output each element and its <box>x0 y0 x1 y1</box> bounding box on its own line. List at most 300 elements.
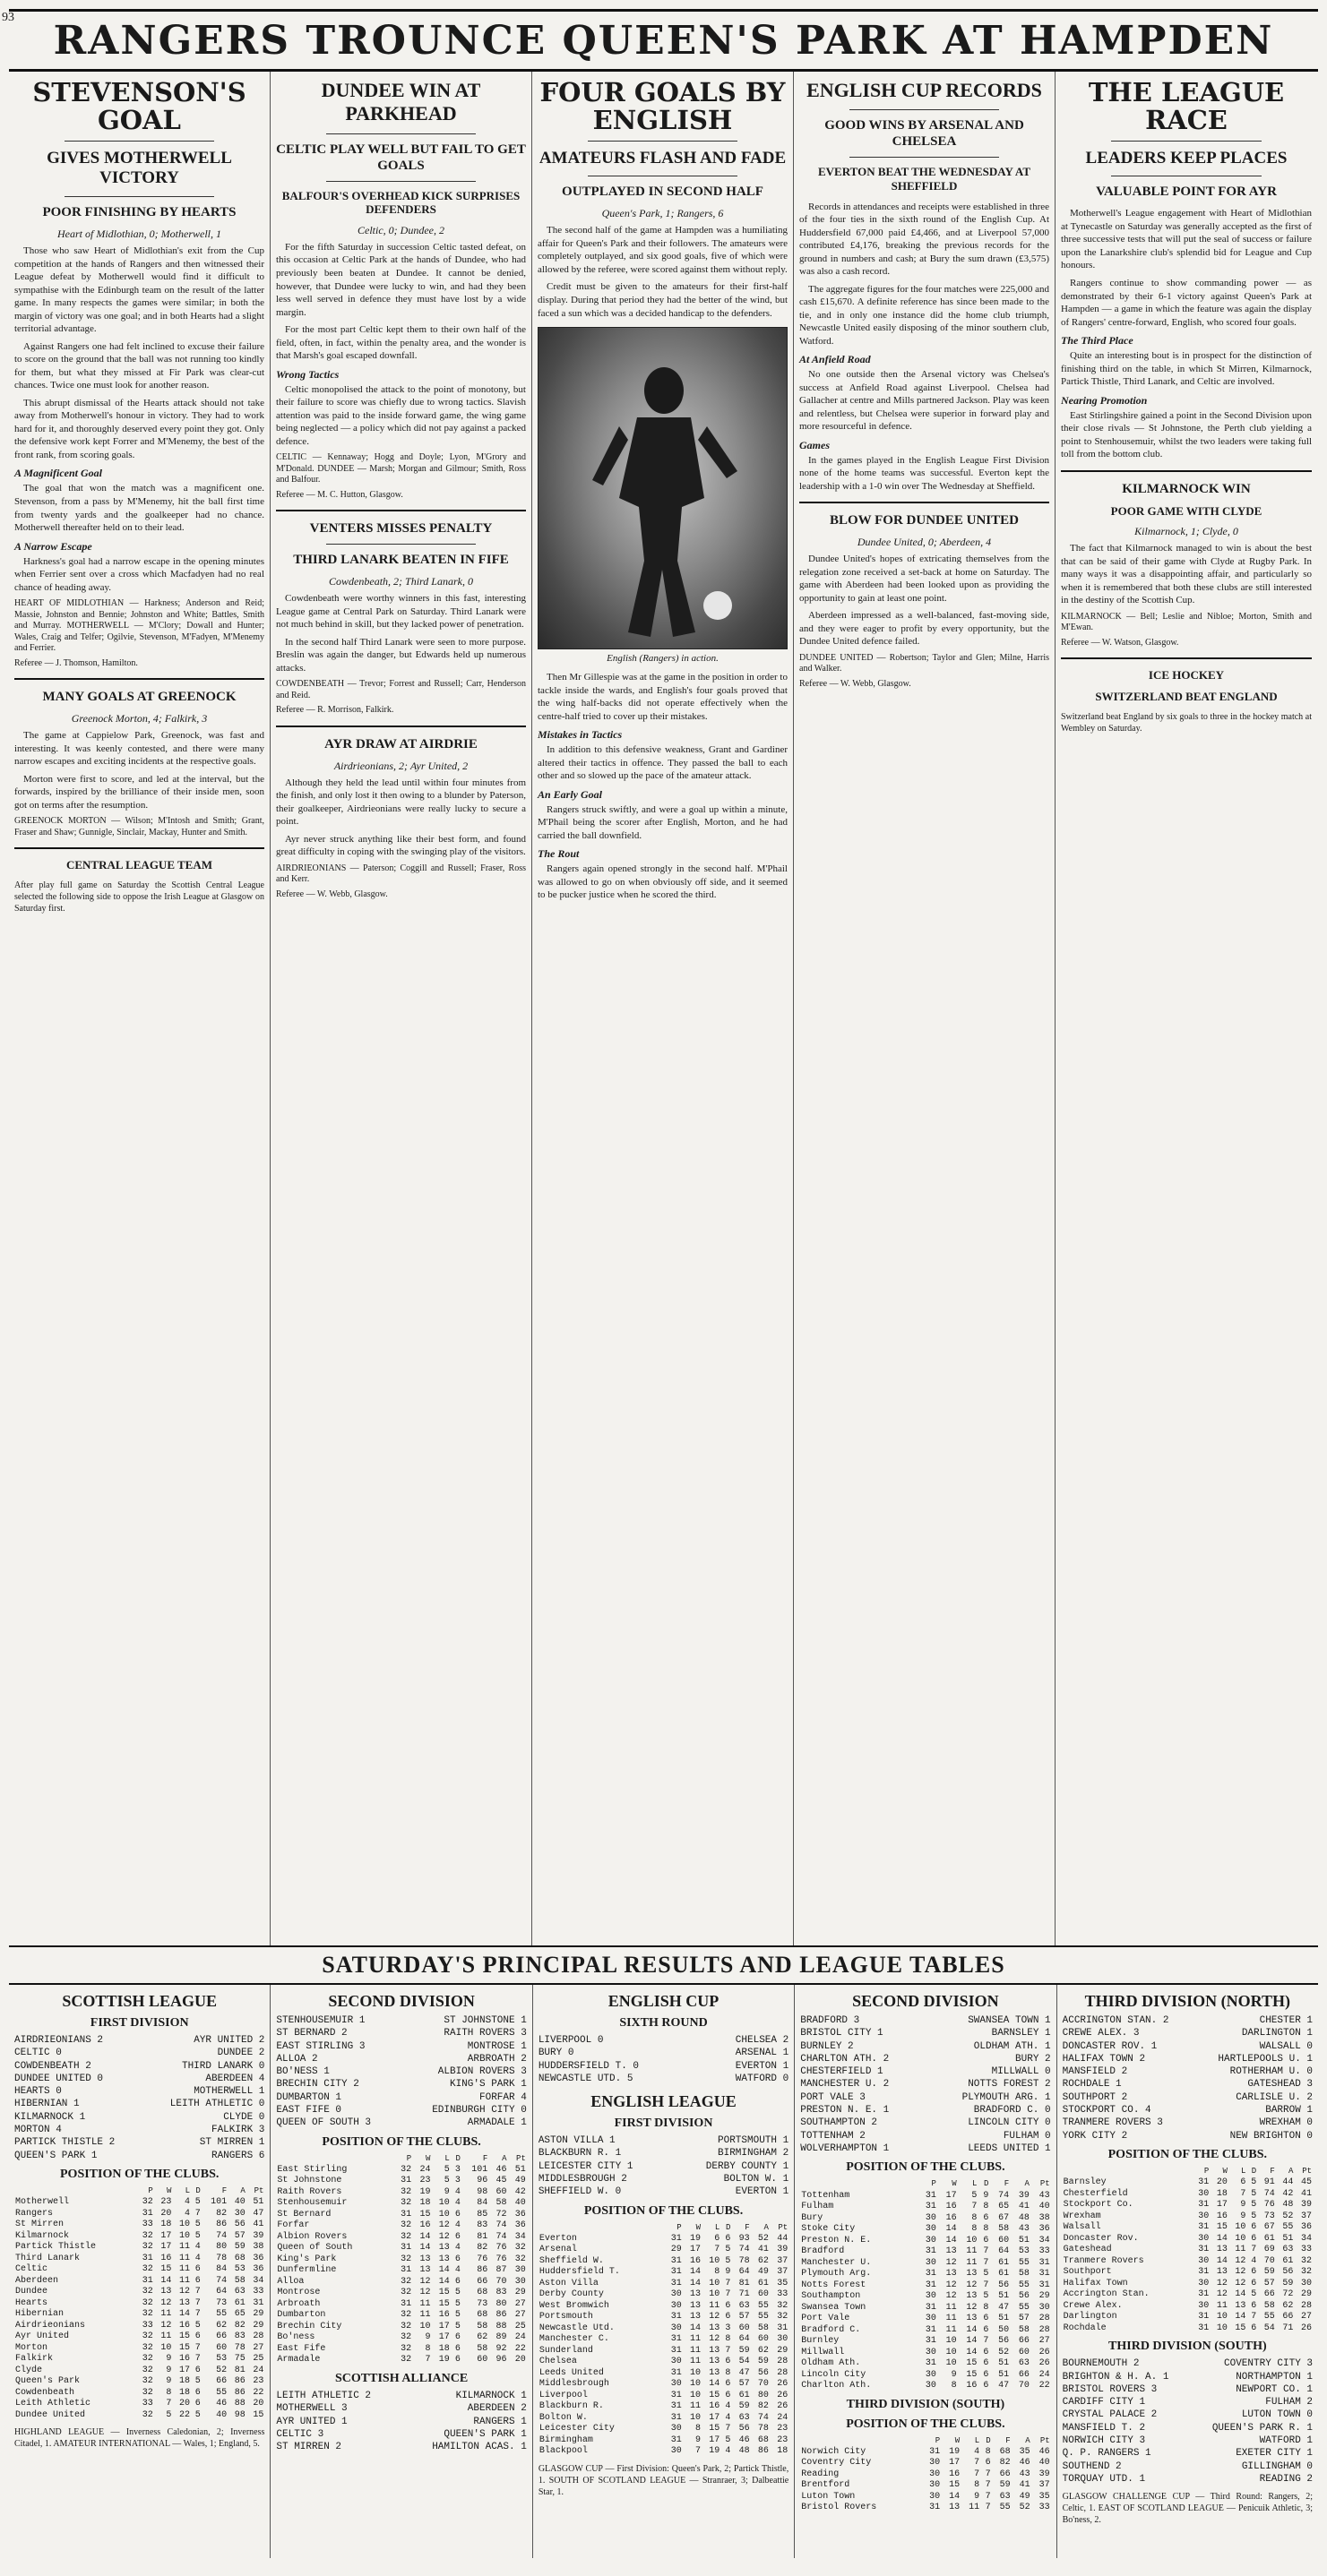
table-cell: 26 <box>1038 2347 1050 2357</box>
table-cell: 56 <box>1018 2291 1030 2302</box>
table-cell: 55 <box>1282 2222 1294 2233</box>
table-cell: 6 <box>725 2300 731 2311</box>
results-list <box>276 2390 526 2453</box>
column-header: L <box>444 2153 450 2163</box>
table-cell: 27 <box>253 2342 264 2353</box>
table-cell: 32 <box>142 2354 153 2365</box>
league-table <box>1063 2166 1313 2334</box>
table-cell: 8 <box>166 2387 172 2398</box>
result-home: STOCKPORT CO. 4 <box>1062 2105 1151 2117</box>
table-cell: 70 <box>757 2379 769 2390</box>
table-row <box>539 2391 788 2402</box>
result-home: ASTON VILLA 1 <box>538 2135 616 2147</box>
paragraph: Harkness's goal had a narrow escape in the opening minutes when Ferrier sent over a cross which Macfadyen had no real chance of heading away. <box>14 555 264 593</box>
column-header <box>1063 2166 1192 2177</box>
table-cell: 51 <box>998 2314 1010 2324</box>
table-cell: 32 <box>401 2332 412 2343</box>
table-row <box>276 2310 526 2322</box>
table-cell: 29 <box>253 2320 264 2331</box>
result-row <box>276 2078 526 2091</box>
result-away: CLYDE 0 <box>223 2111 265 2123</box>
table-cell: 3 <box>454 2164 461 2175</box>
table-cell: 5 <box>454 2288 461 2298</box>
table-cell: 15 <box>253 2409 264 2420</box>
club-name: Charlton Ath. <box>801 2381 872 2391</box>
results-section <box>9 1985 1318 2558</box>
result-away: DERBY COUNTY 1 <box>705 2160 789 2172</box>
paragraph: After play full game on Saturday the Scottish Central League selected the following side to oppose the Irish League at Glasgow on Saturday first. <box>14 880 264 914</box>
result-home: LEICESTER CITY 1 <box>538 2160 633 2172</box>
result-home: BURY 0 <box>538 2048 574 2059</box>
table-cell: 5 <box>983 2291 989 2302</box>
table-cell: 7 <box>425 2355 431 2366</box>
crosshead: At Anfield Road <box>799 353 871 366</box>
table-cell: 45 <box>495 2176 507 2186</box>
result-row <box>1063 2473 1313 2486</box>
table-cell: 31 <box>925 2190 936 2201</box>
table-cell: 32 <box>142 2297 153 2308</box>
table-cell: 76 <box>495 2254 507 2264</box>
table-cell: 12 <box>160 2297 172 2308</box>
paragraph: Quite an interesting bout is in prospect for the distinction of finishing third on the table, in which St Mirren, Kilmarnock, Partick Thistle, Third Lanark, and Celtic are involved. <box>1061 350 1312 388</box>
table-cell: 13 <box>945 2246 957 2257</box>
table-cell: 8 <box>425 2343 431 2354</box>
table-cell: 81 <box>234 2365 246 2375</box>
table-cell: 76 <box>495 2243 507 2254</box>
table-cell: 25 <box>253 2354 264 2365</box>
table-row <box>276 2277 526 2288</box>
result-home: QUEEN'S PARK 1 <box>14 2150 98 2161</box>
result-home: DUNDEE UNITED 0 <box>14 2073 104 2084</box>
table-cell: 10 <box>945 2358 957 2369</box>
table-row <box>1063 2289 1313 2301</box>
article-box <box>1061 657 1312 734</box>
table-cell: 6 <box>194 2264 201 2275</box>
table-row <box>539 2379 788 2391</box>
paragraph: Ayr never struck anything like their best form, and found great difficulty in coping with the swinging play of the visitors. <box>276 833 526 858</box>
table-row <box>539 2279 788 2290</box>
club-name: Leith Athletic <box>15 2399 91 2409</box>
table-cell: 12 <box>1235 2267 1246 2278</box>
table-cell: 84 <box>477 2198 488 2209</box>
table-row <box>276 2210 526 2221</box>
table-cell: 15 <box>160 2264 172 2275</box>
table-cell: 24 <box>777 2412 788 2423</box>
club-name: St Bernard <box>277 2209 332 2220</box>
table-cell: 31 <box>142 2208 153 2219</box>
table-cell: 30 <box>929 2458 941 2469</box>
result-row <box>800 2040 1050 2053</box>
result-home: CREWE ALEX. 3 <box>1062 2028 1140 2039</box>
club-name: Bury <box>801 2212 823 2223</box>
table-cell: 82 <box>216 2208 228 2219</box>
table-cell: 73 <box>216 2297 228 2308</box>
article-deck: OUTPLAYED IN SECOND HALF <box>562 185 763 200</box>
club-name: Chesterfield <box>1063 2188 1128 2199</box>
club-name: Blackburn R. <box>539 2401 604 2412</box>
club-name: Norwich City <box>801 2446 866 2457</box>
table-row <box>276 2265 526 2277</box>
table-cell: 31 <box>1198 2200 1210 2211</box>
team-lineups: HEART OF MIDLOTHIAN — Harkness; Anderson and Reid; Massie, Johnston and Bennie; Johnston and White; Battles, Smith and Murray. MOTHERWELL — M'Clory; Dowall and Hunter; Wales, Craig and Telfer; Ogilvie, Stevenson, M'Fadyen, M'Menemy and Ferrier. <box>14 598 264 654</box>
table-cell: 13 <box>689 2312 701 2323</box>
table-cell: 48 <box>1018 2212 1030 2223</box>
table-cell: 80 <box>495 2298 507 2309</box>
table-cell: 70 <box>1263 2255 1275 2266</box>
table-cell: 9 <box>725 2267 731 2278</box>
result-row <box>800 2142 1050 2155</box>
table-cell: 14 <box>689 2323 701 2333</box>
club-name: Rangers <box>15 2208 54 2219</box>
column-header: P <box>931 2179 936 2189</box>
column-header: F <box>1270 2166 1275 2176</box>
score-line: Cowdenbeath, 2; Third Lanark, 0 <box>329 575 473 588</box>
article-subheadline: LEADERS KEEP PLACES <box>1085 148 1288 167</box>
table-cell: 46 <box>1038 2446 1050 2457</box>
table-cell: 66 <box>1263 2289 1275 2300</box>
table-cell: 6 <box>725 2233 731 2244</box>
club-name: Chelsea <box>539 2357 577 2367</box>
table-cell: 85 <box>477 2209 488 2220</box>
paragraph: Records in attendances and receipts were established in three of the four ties in the sixth round of the English Cup. At Huddersfield 67,000 paid £4,466, and at Liverpool 57,000 contributed £4,176, breaking the previous records for the ground in numbers and cash; at Bury the sum drawn (£3,575) was also a cash record. <box>799 201 1049 278</box>
results-list <box>14 2034 264 2162</box>
table-cell: 5 <box>194 2376 201 2387</box>
article-subheadline: GIVES MOTHERWELL VICTORY <box>47 148 232 188</box>
column-header: F <box>1005 2435 1011 2445</box>
table-cell: 46 <box>495 2164 507 2175</box>
table-cell: 6 <box>194 2399 201 2409</box>
result-row <box>800 2104 1050 2117</box>
table-cell: 7 <box>983 2257 989 2268</box>
table-cell: 11 <box>160 2331 172 2342</box>
table-cell: 66 <box>1018 2369 1030 2380</box>
club-name: Leeds United <box>539 2367 604 2378</box>
table-cell: 12 <box>1216 2278 1228 2288</box>
table-cell: 22 <box>1038 2381 1050 2391</box>
table-cell: 52 <box>998 2347 1010 2357</box>
table-cell: 4 <box>454 2265 461 2276</box>
table-cell: 43 <box>1038 2190 1050 2201</box>
table-cell: 8 <box>971 2212 978 2223</box>
result-away: KING'S PARK 1 <box>449 2079 527 2091</box>
club-name: Middlesbrough <box>539 2379 609 2390</box>
table-title: POSITION OF THE CLUBS. <box>322 2134 481 2149</box>
table-cell: 6 <box>1240 2177 1246 2188</box>
result-home: MANSFIELD T. 2 <box>1062 2422 1146 2434</box>
table-cell: 52 <box>757 2233 769 2244</box>
table-row <box>800 2381 1050 2392</box>
table-cell: 31 <box>1038 2257 1050 2268</box>
paragraph: Morton were first to score, and led at the interval, but the forwards, inspired by the brilliance of their inside men, soon got on terms after the resumption. <box>14 773 264 811</box>
table-cell: 63 <box>1282 2245 1294 2255</box>
table-cell: 24 <box>1038 2369 1050 2380</box>
table-cell: 11 <box>966 2257 978 2268</box>
result-row <box>14 2124 264 2136</box>
table-cell: 6 <box>1251 2267 1257 2278</box>
table-cell: 86 <box>757 2446 769 2457</box>
table-cell: 31 <box>777 2323 788 2333</box>
table-cell: 101 <box>211 2197 228 2208</box>
table-cell: 31 <box>1198 2323 1210 2333</box>
result-away: WATFORD 1 <box>1259 2435 1314 2446</box>
table-row <box>800 2280 1050 2292</box>
score-line: Queen's Park, 1; Rangers, 6 <box>601 207 724 220</box>
table-row <box>1063 2189 1313 2201</box>
result-home: MOTHERWELL 3 <box>276 2403 348 2415</box>
paragraph: No one outside then the Arsenal victory was Chelsea's success at Anfield Road against Liverpool. Chelsea had Gallacher at centre and Mills partnered Jackson. Play was keen and relentless, but Chelsea were superior in forward play and more resourceful in defence. <box>799 369 1049 433</box>
table-cell: 31 <box>670 2345 682 2356</box>
table-cell: 47 <box>998 2302 1010 2313</box>
table-row <box>14 2197 264 2209</box>
article-box <box>14 678 264 838</box>
crosshead: Games <box>799 438 830 451</box>
table-cell: 36 <box>253 2253 264 2263</box>
table-cell: 74 <box>216 2275 228 2286</box>
table-row <box>1063 2312 1313 2323</box>
table-cell: 8 <box>983 2224 989 2235</box>
table-row <box>276 2165 526 2177</box>
column-header: F <box>1004 2179 1010 2189</box>
article-deck: EVERTON BEAT THE WEDNESDAY AT SHEFFIELD <box>818 165 1030 193</box>
result-away: GATESHEAD 3 <box>1247 2079 1314 2091</box>
table-row <box>14 2321 264 2332</box>
result-row <box>1063 2422 1313 2434</box>
table-row <box>800 2492 1050 2503</box>
table-cell: 32 <box>401 2220 412 2231</box>
table-cell: 22 <box>514 2343 526 2354</box>
table-cell: 16 <box>945 2202 957 2212</box>
club-name: Manchester U. <box>801 2257 872 2268</box>
table-title: POSITION OF THE CLUBS. <box>846 2160 1005 2175</box>
table-cell: 6 <box>194 2365 201 2375</box>
table-cell: 60 <box>1018 2347 1030 2357</box>
table-header <box>14 2185 264 2197</box>
table-cell: 62 <box>477 2332 488 2343</box>
club-name: Brentford <box>801 2480 850 2491</box>
table-cell: 32 <box>142 2264 153 2275</box>
column-header <box>276 2153 393 2165</box>
paragraph: In the second half Third Lanark were seen to more purpose. Breslin was again the danger, but Edwards held up numerous attacks. <box>276 636 526 674</box>
table-cell: 15 <box>438 2288 450 2298</box>
crosshead: An Early Goal <box>538 787 603 801</box>
table-cell: 75 <box>234 2354 246 2365</box>
table-row <box>800 2314 1050 2325</box>
table-cell: 18 <box>178 2387 190 2398</box>
table-cell: 35 <box>1019 2446 1030 2457</box>
club-name: Halifax Town <box>1063 2278 1128 2288</box>
result-away: ABERDEEN 2 <box>467 2403 527 2415</box>
result-away: LEITH ATHLETIC 0 <box>169 2099 265 2110</box>
club-name: Partick Thistle <box>15 2242 97 2253</box>
table-cell: 50 <box>998 2324 1010 2335</box>
table-cell: 39 <box>1018 2190 1030 2201</box>
result-row <box>276 2416 526 2428</box>
table-row <box>800 2370 1050 2382</box>
table-row <box>800 2246 1050 2258</box>
column-header: D <box>1251 2166 1257 2176</box>
table-cell: 30 <box>670 2446 682 2457</box>
table-cell: 19 <box>709 2446 720 2457</box>
table-cell: 13 <box>438 2254 450 2264</box>
table-cell: 7 <box>166 2399 172 2409</box>
table-cell: 47 <box>253 2208 264 2219</box>
table-cell: 32 <box>401 2288 412 2298</box>
table-cell: 31 <box>1198 2222 1210 2233</box>
results-column <box>795 1985 1056 2558</box>
table-cell: 30 <box>925 2291 936 2302</box>
table-cell: 32 <box>142 2387 153 2398</box>
table-cell: 7 <box>985 2503 991 2513</box>
table-title: POSITION OF THE CLUBS. <box>583 2203 744 2218</box>
result-row <box>539 2173 788 2185</box>
league-table <box>539 2222 788 2458</box>
table-row <box>800 2480 1050 2492</box>
result-row <box>539 2034 788 2047</box>
table-cell: 31 <box>925 2246 936 2257</box>
table-cell: 30 <box>929 2491 941 2502</box>
article-deck: BALFOUR'S OVERHEAD KICK SURPRISES DEFENDERS <box>281 188 521 217</box>
table-cell: 31 <box>925 2202 936 2212</box>
table-cell: 69 <box>1263 2245 1275 2255</box>
table-cell: 18 <box>160 2220 172 2230</box>
column-header <box>539 2222 664 2234</box>
divider <box>65 196 214 197</box>
score-line: Heart of Midlothian, 0; Motherwell, 1 <box>57 228 221 241</box>
club-name: Manchester C. <box>539 2334 609 2345</box>
article-headline: ICE HOCKEY <box>1148 668 1225 683</box>
table-cell: 88 <box>234 2399 246 2409</box>
table-cell: 31 <box>1198 2312 1210 2323</box>
club-name: Aberdeen <box>15 2275 59 2286</box>
table-cell: 22 <box>253 2387 264 2398</box>
table-cell: 56 <box>998 2336 1010 2347</box>
photo-caption: English (Rangers) in action. <box>607 653 719 665</box>
table-cell: 10 <box>438 2198 450 2209</box>
table-cell: 30 <box>925 2212 936 2223</box>
table-cell: 11 <box>689 2345 701 2356</box>
result-away: GILLINGHAM 0 <box>1241 2460 1314 2472</box>
table-cell: 58 <box>234 2275 246 2286</box>
article-headline: THE LEAGUE RACE <box>1088 77 1285 136</box>
club-name: Airdrieonians <box>15 2320 86 2331</box>
club-name: Cowdenbeath <box>15 2387 75 2398</box>
club-name: Darlington <box>1063 2312 1117 2323</box>
result-home: HEARTS 0 <box>14 2086 62 2098</box>
other-results: GLASGOW CHALLENGE CUP — Third Round: Rangers, 2; Celtic, 1. EAST OF SCOTLAND LEAGUE — Penicuik Athletic, 3; Bo'ness, 2. <box>1062 2492 1314 2526</box>
column-header: Pt <box>1302 2166 1313 2176</box>
result-away: EDINBURGH CITY 0 <box>432 2105 527 2117</box>
column-header: Pt <box>1039 2179 1050 2189</box>
table-cell: 10 <box>438 2209 450 2220</box>
result-home: SOUTHAMPTON 2 <box>800 2117 878 2129</box>
table-cell: 32 <box>401 2164 412 2175</box>
table-cell: 11 <box>1235 2245 1246 2255</box>
paragraph: Motherwell's League engagement with Heart of Midlothian at Tynecastle on Saturday was generally accepted as the first of three successive tests that will put the seal of success or failure upon the Lanarkshire club's splendid bid for League and Cup honours. <box>1061 208 1312 271</box>
column-header: P <box>148 2185 153 2195</box>
table-cell: 98 <box>234 2409 246 2420</box>
result-home: CELTIC 0 <box>14 2048 62 2059</box>
club-name: Rochdale <box>1063 2323 1107 2333</box>
table-cell: 32 <box>142 2309 153 2320</box>
result-home: TORQUAY UTD. 1 <box>1062 2473 1146 2485</box>
paragraph: This abrupt dismissal of the Hearts attack should not take away from Motherwell's honour in victory. They had to work hard for it, and thoroughly deserved every point they got. Only the defensive work kept Forrer and M'Menemy, the best of the front rank, from scoring goals. <box>14 397 264 460</box>
table-cell: 6 <box>983 2235 989 2245</box>
paragraph: In the games played in the English League First Division none of the home teams was successful. Everton kept the leadership with a 1-0 win over The Wednesday at Sheffield. <box>799 454 1049 492</box>
table-cell: 7 <box>725 2345 731 2356</box>
column-header: L <box>1241 2166 1246 2176</box>
table-cell: 37 <box>1038 2480 1050 2491</box>
table-cell: 20 <box>253 2399 264 2409</box>
table-cell: 31 <box>670 2278 682 2288</box>
table-cell: 15 <box>178 2331 190 2342</box>
team-lineups: GREENOCK MORTON — Wilson; M'Intosh and Smith; Grant, Fraser and Shaw; Gunnigle, Sinclair, Mackay, Hunter and Smith. <box>14 816 264 837</box>
result-row <box>276 2091 526 2104</box>
table-cell: 12 <box>709 2334 720 2345</box>
table-cell: 12 <box>966 2302 978 2313</box>
table-cell: 8 <box>983 2202 989 2212</box>
table-cell: 5 <box>444 2176 450 2186</box>
table-row <box>276 2254 526 2266</box>
club-name: Millwall <box>801 2347 845 2357</box>
column-header: W <box>952 2179 957 2189</box>
result-away: FALKIRK 3 <box>211 2125 265 2136</box>
result-away: HARTLEPOOLS U. 1 <box>1218 2053 1314 2065</box>
table-cell: 44 <box>777 2233 788 2244</box>
table-cell: 13 <box>178 2297 190 2308</box>
article-headline: STEVENSON'S GOAL <box>32 77 246 136</box>
table-cell: 30 <box>1038 2302 1050 2313</box>
table-cell: 60 <box>216 2342 228 2353</box>
table-cell: 7 <box>725 2278 731 2288</box>
table-cell: 6 <box>454 2276 461 2287</box>
table-cell: 31 <box>670 2233 682 2244</box>
result-home: DONCASTER ROV. 1 <box>1062 2040 1158 2052</box>
table-cell: 38 <box>253 2242 264 2253</box>
table-cell: 66 <box>1018 2336 1030 2347</box>
result-row <box>1063 2104 1313 2117</box>
table-cell: 83 <box>477 2220 488 2231</box>
article-headline: MANY GOALS AT GREENOCK <box>42 690 237 705</box>
club-name: Tottenham <box>801 2190 850 2201</box>
table-cell: 39 <box>253 2230 264 2241</box>
result-away: CHESTER 1 <box>1259 2015 1314 2026</box>
table-row <box>276 2355 526 2366</box>
table-cell: 24 <box>253 2365 264 2375</box>
table-row <box>276 2176 526 2187</box>
table-cell: 61 <box>234 2297 246 2308</box>
result-row <box>276 2040 526 2053</box>
table-cell: 80 <box>216 2242 228 2253</box>
table-header <box>800 2435 1050 2447</box>
club-name: Doncaster Rov. <box>1063 2233 1139 2244</box>
results-subtitle: SIXTH ROUND <box>619 2016 708 2030</box>
table-cell: 49 <box>757 2267 769 2278</box>
table-cell: 68 <box>757 2434 769 2445</box>
table-cell: 55 <box>1018 2257 1030 2268</box>
table-cell: 10 <box>709 2278 720 2288</box>
table-cell: 40 <box>514 2198 526 2209</box>
result-home: MORTON 4 <box>14 2125 62 2136</box>
table-cell: 36 <box>1301 2222 1313 2233</box>
result-row <box>1063 2040 1313 2053</box>
result-row <box>1063 2447 1313 2460</box>
table-cell: 8 <box>974 2480 980 2491</box>
paragraph: Rangers struck swiftly, and were a goal up within a minute, M'Phail being the scorer after English, Morton, and he had carried the ball downfield. <box>538 803 788 841</box>
club-name: Sunderland <box>539 2345 593 2356</box>
table-cell: 10 <box>945 2336 957 2347</box>
table-row <box>276 2232 526 2244</box>
table-cell: 61 <box>757 2278 769 2288</box>
